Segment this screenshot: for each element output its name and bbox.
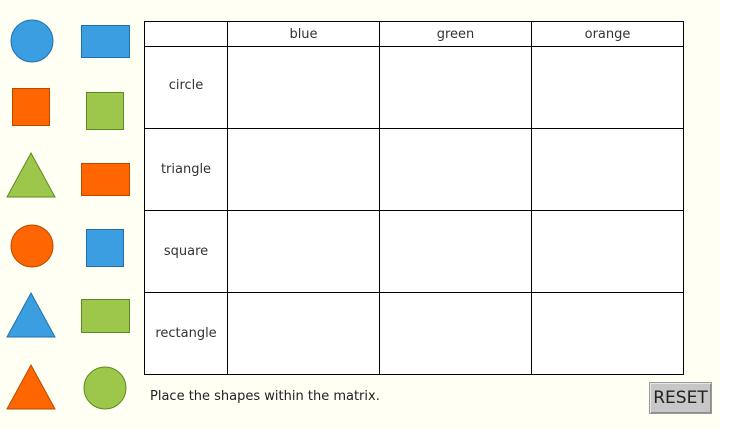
drop-cell-circle-green[interactable]	[380, 47, 532, 129]
matrix-corner-cell	[145, 22, 228, 47]
matrix-row-rectangle	[145, 293, 684, 375]
shape-color-matrix	[144, 21, 684, 375]
green-circle-shape[interactable]	[83, 366, 127, 410]
drop-cell-rectangle-green[interactable]	[380, 293, 532, 375]
drop-cell-rectangle-blue[interactable]	[228, 293, 380, 375]
column-header-orange: orange	[532, 22, 684, 47]
green-rectangle-shape[interactable]	[81, 299, 130, 333]
instruction-text: Place the shapes within the matrix.	[150, 389, 380, 404]
drop-cell-square-orange[interactable]	[532, 211, 684, 293]
row-label-triangle: triangle	[145, 129, 228, 211]
drop-cell-triangle-green[interactable]	[380, 129, 532, 211]
orange-square-shape[interactable]	[12, 88, 50, 126]
drop-cell-triangle-blue[interactable]	[228, 129, 380, 211]
drop-cell-rectangle-orange[interactable]	[532, 293, 684, 375]
drop-cell-circle-orange[interactable]	[532, 47, 684, 129]
matrix-row-square	[145, 211, 684, 293]
green-triangle-shape[interactable]	[6, 152, 56, 198]
column-header-green: green	[380, 22, 532, 47]
row-label-circle: circle	[145, 47, 228, 129]
matrix-row-circle	[145, 47, 684, 129]
matrix-row-triangle	[145, 129, 684, 211]
blue-circle-shape[interactable]	[10, 19, 54, 63]
drop-cell-square-green[interactable]	[380, 211, 532, 293]
green-square-shape[interactable]	[86, 92, 124, 130]
drop-cell-triangle-orange[interactable]	[532, 129, 684, 211]
blue-square-shape[interactable]	[86, 229, 124, 267]
orange-circle-shape[interactable]	[10, 224, 54, 268]
drop-cell-square-blue[interactable]	[228, 211, 380, 293]
row-label-rectangle: rectangle	[145, 293, 228, 375]
matrix-header-row	[145, 22, 684, 47]
drop-cell-circle-blue[interactable]	[228, 47, 380, 129]
orange-triangle-shape[interactable]	[6, 364, 56, 410]
blue-rectangle-shape[interactable]	[81, 25, 130, 58]
right-edge-strip	[719, 0, 731, 429]
orange-rectangle-shape[interactable]	[81, 163, 130, 196]
column-header-blue: blue	[228, 22, 380, 47]
reset-button[interactable]: RESET	[649, 382, 712, 414]
row-label-square: square	[145, 211, 228, 293]
blue-triangle-shape[interactable]	[6, 292, 56, 338]
